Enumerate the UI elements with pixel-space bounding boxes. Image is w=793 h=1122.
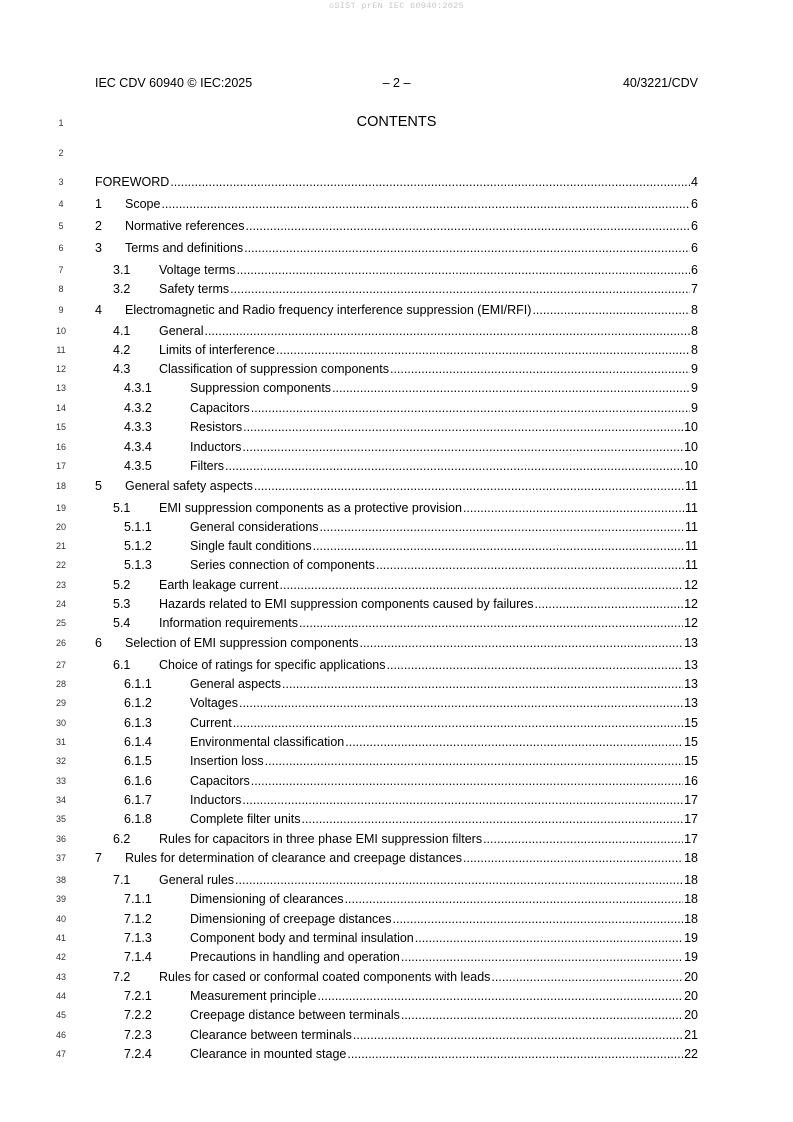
line-number: 47	[55, 1049, 66, 1059]
toc-entry[interactable]	[95, 969, 698, 985]
toc-entry[interactable]	[95, 439, 698, 455]
toc-entry[interactable]	[95, 458, 698, 474]
line-number: 17	[55, 461, 66, 471]
toc-title: Clearance between terminals	[190, 1028, 352, 1042]
line-number: 37	[55, 853, 66, 863]
toc-entry[interactable]	[95, 218, 698, 234]
toc-number: 6.1.5	[124, 754, 152, 768]
toc-page-number: 20	[684, 970, 698, 984]
toc-number: 6.1.6	[124, 774, 152, 788]
toc-title: Normative references	[125, 219, 245, 233]
toc-entry[interactable]	[95, 400, 698, 416]
toc-leader-dots	[345, 892, 684, 907]
line-number: 14	[55, 403, 66, 413]
toc-entry[interactable]	[95, 538, 698, 554]
toc-page-number: 18	[684, 873, 698, 887]
line-number: 1	[58, 118, 64, 128]
line-number: 19	[55, 503, 66, 513]
toc-number: 6.1.7	[124, 793, 152, 807]
toc-title: Inductors	[190, 793, 242, 807]
toc-title: Information requirements	[159, 616, 298, 630]
toc-title: General considerations	[190, 520, 319, 534]
toc-title: General	[159, 324, 204, 338]
toc-entry[interactable]	[95, 419, 698, 435]
toc-number: 3.1	[113, 263, 131, 277]
toc-leader-dots	[251, 401, 690, 416]
toc-title: Rules for capacitors in three phase EMI suppression filters	[159, 832, 483, 846]
toc-number: 7.2	[113, 970, 131, 984]
toc-entry[interactable]	[95, 262, 698, 278]
toc-entry[interactable]	[95, 361, 698, 377]
line-number: 35	[55, 814, 66, 824]
toc-entry[interactable]	[95, 911, 698, 927]
line-number: 24	[55, 599, 66, 609]
toc-leader-dots	[299, 616, 683, 631]
toc-number: 5	[95, 479, 102, 493]
toc-number: 6.1.3	[124, 716, 152, 730]
toc-leader-dots	[483, 832, 683, 847]
toc-page-number: 10	[684, 440, 698, 454]
toc-number: 4	[95, 303, 102, 317]
line-number: 15	[55, 422, 66, 432]
line-number: 7	[58, 265, 64, 275]
toc-page-number: 17	[684, 812, 698, 826]
toc-page-number: 9	[691, 381, 698, 395]
line-number: 16	[55, 442, 66, 452]
toc-entry[interactable]	[95, 635, 698, 651]
toc-title: General safety aspects	[125, 479, 253, 493]
toc-entry[interactable]	[95, 1007, 698, 1023]
line-number: 33	[55, 776, 66, 786]
toc-title: Rules for cased or conformal coated components with leads	[159, 970, 491, 984]
toc-entry[interactable]	[95, 281, 698, 297]
toc-page-number: 11	[685, 539, 698, 553]
toc-entry[interactable]	[95, 930, 698, 946]
toc-title: Creepage distance between terminals	[190, 1008, 400, 1022]
toc-leader-dots	[415, 931, 683, 946]
line-number: 28	[55, 679, 66, 689]
toc-leader-dots	[251, 774, 683, 789]
toc-number: 4.3.5	[124, 459, 152, 473]
toc-title: Capacitors	[190, 774, 250, 788]
toc-title: Earth leakage current	[159, 578, 279, 592]
toc-leader-dots	[301, 812, 683, 827]
toc-page-number: 18	[684, 892, 698, 906]
toc-leader-dots	[280, 578, 684, 593]
toc-leader-dots	[235, 873, 683, 888]
toc-page-number: 17	[684, 793, 698, 807]
toc-number: 7.1.3	[124, 931, 152, 945]
toc-leader-dots	[532, 303, 690, 318]
toc-entry[interactable]	[95, 1046, 698, 1062]
toc-title: Component body and terminal insulation	[190, 931, 414, 945]
toc-leader-dots	[535, 597, 684, 612]
header-page-number: – 2 –	[382, 76, 411, 90]
toc-page-number: 9	[691, 401, 698, 415]
toc-title: Safety terms	[159, 282, 230, 296]
toc-page-number: 13	[684, 658, 698, 672]
line-number: 44	[55, 991, 66, 1001]
toc-title: Scope	[125, 197, 161, 211]
toc-title: Electromagnetic and Radio frequency interference suppression (EMI/RFI)	[125, 303, 532, 317]
toc-leader-dots	[313, 539, 684, 554]
toc-leader-dots	[236, 263, 690, 278]
line-number: 25	[55, 618, 66, 628]
toc-entry[interactable]	[95, 519, 698, 535]
line-number: 22	[55, 560, 66, 570]
toc-page-number: 17	[684, 832, 698, 846]
toc-page-number: 15	[684, 754, 698, 768]
toc-number: 4.1	[113, 324, 131, 338]
line-number: 30	[55, 718, 66, 728]
toc-title: Precautions in handling and operation	[190, 950, 400, 964]
toc-number: 4.3.1	[124, 381, 152, 395]
toc-number: 4.3.4	[124, 440, 152, 454]
toc-number: 7.1.4	[124, 950, 152, 964]
toc-leader-dots	[230, 282, 690, 297]
toc-leader-dots	[225, 459, 683, 474]
toc-title: Terms and definitions	[125, 241, 244, 255]
toc-title: Insertion loss	[190, 754, 264, 768]
line-number: 8	[58, 284, 64, 294]
toc-title: Hazards related to EMI suppression components caused by failures	[159, 597, 534, 611]
line-number: 23	[55, 580, 66, 590]
toc-title: Selection of EMI suppression components	[125, 636, 359, 650]
toc-page-number: 8	[691, 343, 698, 357]
toc-number: 6.1	[113, 658, 131, 672]
toc-page-number: 20	[684, 1008, 698, 1022]
watermark-text: oSIST prEN IEC 60940:2025	[328, 1, 465, 11]
toc-page-number: 4	[691, 175, 698, 189]
toc-page-number: 6	[691, 241, 698, 255]
line-number: 20	[55, 522, 66, 532]
toc-page-number: 11	[685, 501, 698, 515]
toc-title: Dimensioning of clearances	[190, 892, 344, 906]
toc-leader-dots	[463, 851, 683, 866]
toc-leader-dots	[463, 501, 684, 516]
toc-entry[interactable]	[95, 500, 698, 516]
line-number: 41	[55, 933, 66, 943]
toc-page-number: 6	[691, 219, 698, 233]
toc-entry[interactable]	[95, 557, 698, 573]
toc-leader-dots	[491, 970, 683, 985]
toc-title: Single fault conditions	[190, 539, 312, 553]
toc-number: 6.1.2	[124, 696, 152, 710]
toc-title: General aspects	[190, 677, 282, 691]
toc-number: 7.1.2	[124, 912, 152, 926]
line-number: 10	[55, 326, 66, 336]
toc-leader-dots	[320, 520, 684, 535]
line-number: 6	[58, 243, 64, 253]
toc-entry[interactable]	[95, 872, 698, 888]
toc-number: 3.2	[113, 282, 131, 296]
toc-entry[interactable]	[95, 596, 698, 612]
line-number: 9	[58, 305, 64, 315]
line-number: 45	[55, 1010, 66, 1020]
toc-leader-dots	[347, 1047, 683, 1062]
toc-leader-dots	[170, 175, 690, 190]
toc-leader-dots	[254, 479, 684, 494]
toc-number: 4.3.2	[124, 401, 152, 415]
toc-leader-dots	[345, 735, 683, 750]
line-number: 13	[55, 383, 66, 393]
toc-number: 5.2	[113, 578, 131, 592]
line-number: 46	[55, 1030, 66, 1040]
toc-title: Capacitors	[190, 401, 250, 415]
toc-title: FOREWORD	[95, 175, 170, 189]
toc-page-number: 15	[684, 735, 698, 749]
header-document-id: IEC CDV 60940 © IEC:2025	[95, 76, 253, 90]
toc-leader-dots	[243, 420, 683, 435]
toc-entry[interactable]	[95, 988, 698, 1004]
toc-number: 5.1.3	[124, 558, 152, 572]
toc-entry[interactable]	[95, 240, 698, 256]
toc-title: Dimensioning of creepage distances	[190, 912, 392, 926]
toc-entry[interactable]	[95, 577, 698, 593]
toc-title: Environmental classification	[190, 735, 345, 749]
toc-entry[interactable]	[95, 302, 698, 318]
toc-leader-dots	[244, 241, 690, 256]
toc-number: 7.2.2	[124, 1008, 152, 1022]
toc-page-number: 8	[691, 303, 698, 317]
contents-title: CONTENTS	[356, 114, 437, 130]
toc-entry[interactable]	[95, 615, 698, 631]
toc-entry[interactable]	[95, 676, 698, 692]
toc-page-number: 13	[684, 696, 698, 710]
toc-entry-foreword[interactable]	[95, 174, 698, 190]
toc-number: 5.3	[113, 597, 131, 611]
toc-entry[interactable]	[95, 734, 698, 750]
toc-number: 6.1.4	[124, 735, 152, 749]
toc-leader-dots	[353, 1028, 683, 1043]
line-number: 43	[55, 972, 66, 982]
toc-leader-dots	[204, 324, 690, 339]
line-number: 21	[55, 541, 66, 551]
line-number: 12	[55, 364, 66, 374]
line-number: 26	[55, 638, 66, 648]
toc-page-number: 19	[684, 931, 698, 945]
toc-leader-dots	[265, 754, 683, 769]
toc-leader-dots	[401, 1008, 683, 1023]
toc-leader-dots	[317, 989, 683, 1004]
toc-title: Choice of ratings for specific applications	[159, 658, 386, 672]
toc-title: Classification of suppression components	[159, 362, 389, 376]
line-number: 4	[58, 199, 64, 209]
toc-number: 7.1	[113, 873, 131, 887]
toc-leader-dots	[359, 636, 683, 651]
toc-page-number: 18	[684, 851, 698, 865]
toc-leader-dots	[242, 440, 683, 455]
toc-entry[interactable]	[95, 753, 698, 769]
toc-page-number: 11	[685, 520, 698, 534]
toc-page-number: 13	[684, 677, 698, 691]
toc-title: Complete filter units	[190, 812, 301, 826]
toc-entry[interactable]	[95, 715, 698, 731]
toc-page-number: 18	[684, 912, 698, 926]
toc-number: 5.1	[113, 501, 131, 515]
toc-title: Limits of interference	[159, 343, 276, 357]
line-number: 39	[55, 894, 66, 904]
toc-number: 7.2.1	[124, 989, 152, 1003]
toc-leader-dots	[246, 219, 691, 234]
toc-entry[interactable]	[95, 478, 698, 494]
line-number: 3	[58, 177, 64, 187]
toc-leader-dots	[239, 696, 683, 711]
line-number: 5	[58, 221, 64, 231]
toc-page-number: 11	[685, 479, 698, 493]
toc-entry[interactable]	[95, 949, 698, 965]
toc-page-number: 12	[684, 597, 698, 611]
toc-page-number: 6	[691, 197, 698, 211]
toc-leader-dots	[390, 362, 690, 377]
toc-leader-dots	[161, 197, 690, 212]
toc-page-number: 22	[684, 1047, 698, 1061]
line-number: 2	[58, 148, 64, 158]
toc-number: 3	[95, 241, 102, 255]
line-number: 36	[55, 834, 66, 844]
toc-leader-dots	[387, 658, 684, 673]
toc-number: 1	[95, 197, 102, 211]
toc-entry[interactable]	[95, 792, 698, 808]
toc-page-number: 12	[684, 616, 698, 630]
toc-entry[interactable]	[95, 891, 698, 907]
toc-number: 6.2	[113, 832, 131, 846]
toc-title: Series connection of components	[190, 558, 375, 572]
line-number: 34	[55, 795, 66, 805]
toc-page-number: 10	[684, 459, 698, 473]
toc-title: Filters	[190, 459, 225, 473]
toc-number: 4.3.3	[124, 420, 152, 434]
toc-entry[interactable]	[95, 380, 698, 396]
toc-entry[interactable]	[95, 695, 698, 711]
toc-title: EMI suppression components as a protective provision	[159, 501, 462, 515]
toc-page-number: 19	[684, 950, 698, 964]
toc-title: Resistors	[190, 420, 243, 434]
toc-leader-dots	[276, 343, 690, 358]
line-number: 11	[56, 345, 66, 355]
toc-title: Current	[190, 716, 232, 730]
toc-number: 6.1.8	[124, 812, 152, 826]
toc-leader-dots	[282, 677, 683, 692]
toc-leader-dots	[242, 793, 683, 808]
toc-number: 7.1.1	[124, 892, 152, 906]
toc-entry[interactable]	[95, 773, 698, 789]
toc-title: Clearance in mounted stage	[190, 1047, 347, 1061]
toc-entry[interactable]	[95, 342, 698, 358]
toc-page-number: 11	[685, 558, 698, 572]
toc-page-number: 12	[684, 578, 698, 592]
toc-leader-dots	[233, 716, 683, 731]
toc-page-number: 16	[684, 774, 698, 788]
toc-number: 2	[95, 219, 102, 233]
toc-entry[interactable]	[95, 811, 698, 827]
toc-number: 5.1.1	[124, 520, 152, 534]
toc-number: 7.2.4	[124, 1047, 152, 1061]
toc-leader-dots	[393, 912, 684, 927]
toc-number: 7.2.3	[124, 1028, 152, 1042]
toc-title: General rules	[159, 873, 235, 887]
line-number: 38	[55, 875, 66, 885]
toc-page-number: 7	[691, 282, 698, 296]
toc-entry[interactable]	[95, 1027, 698, 1043]
toc-number: 5.4	[113, 616, 131, 630]
toc-page-number: 8	[691, 324, 698, 338]
toc-entry[interactable]	[95, 831, 698, 847]
toc-page-number: 21	[684, 1028, 698, 1042]
line-number: 29	[55, 698, 66, 708]
line-number: 18	[55, 481, 66, 491]
toc-number: 4.3	[113, 362, 131, 376]
toc-page-number: 6	[691, 263, 698, 277]
line-number: 27	[55, 660, 66, 670]
toc-title: Inductors	[190, 440, 242, 454]
line-number: 32	[55, 756, 66, 766]
toc-title: Rules for determination of clearance and creepage distances	[125, 851, 463, 865]
toc-number: 6	[95, 636, 102, 650]
toc-page-number: 13	[684, 636, 698, 650]
toc-page-number: 9	[691, 362, 698, 376]
toc-title: Voltage terms	[159, 263, 236, 277]
toc-leader-dots	[376, 558, 684, 573]
toc-number: 4.2	[113, 343, 131, 357]
toc-leader-dots	[332, 381, 690, 396]
toc-entry[interactable]	[95, 657, 698, 673]
toc-title: Measurement principle	[190, 989, 317, 1003]
line-number: 31	[55, 737, 66, 747]
toc-title: Voltages	[190, 696, 238, 710]
toc-number: 7	[95, 851, 102, 865]
toc-entry[interactable]	[95, 323, 698, 339]
toc-title: Suppression components	[190, 381, 332, 395]
toc-entry[interactable]	[95, 196, 698, 212]
toc-leader-dots	[401, 950, 683, 965]
toc-page-number: 15	[684, 716, 698, 730]
toc-number: 5.1.2	[124, 539, 152, 553]
toc-entry[interactable]	[95, 850, 698, 866]
line-number: 40	[55, 914, 66, 924]
toc-page-number: 10	[684, 420, 698, 434]
header-reference: 40/3221/CDV	[622, 76, 698, 90]
toc-page-number: 20	[684, 989, 698, 1003]
toc-number: 6.1.1	[124, 677, 152, 691]
line-number: 42	[55, 952, 66, 962]
